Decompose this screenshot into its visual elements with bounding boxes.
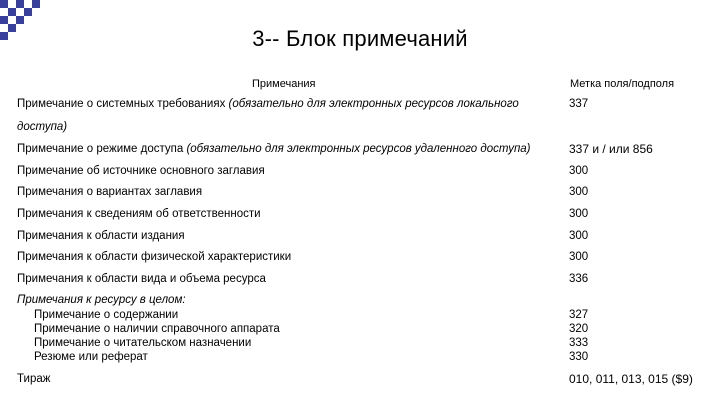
row-value: 300 — [569, 208, 589, 220]
row-label: Резюме или реферат — [34, 351, 148, 363]
row-label: Примечания к области физической характеристики — [17, 251, 292, 263]
row-label: Примечания к области вида и объема ресурса — [17, 273, 266, 285]
row-value: 327 — [569, 309, 589, 321]
row-value: 300 — [569, 186, 589, 198]
row-value: 320 — [569, 323, 589, 335]
row-label: Примечание о режиме доступа (обязательно для электронных ресурсов удаленного доступа) — [17, 143, 531, 155]
column-header-field-tag: Метка поля/подполя — [570, 78, 675, 90]
slide-title: 3-- Блок примечаний — [252, 26, 468, 51]
row-value: 337 и / или 856 — [569, 142, 653, 156]
row-label: Примечание об источнике основного заглавия — [17, 165, 265, 177]
group-heading: Примечания к ресурсу в целом: — [17, 294, 186, 306]
row-value: 300 — [569, 230, 589, 242]
row-value: 300 — [569, 165, 589, 177]
row-value: 010, 011, 013, 015 ($9) — [569, 372, 693, 386]
row-value: 330 — [569, 351, 589, 363]
row-label: Примечание о наличии справочного аппарата — [34, 323, 280, 335]
row-value: 300 — [569, 251, 589, 263]
row-label: Примечания к области издания — [17, 230, 185, 242]
row-value: 336 — [569, 273, 589, 285]
column-header-notes: Примечания — [252, 78, 316, 90]
row-label: Примечание о системных требованиях (обязательно для электронных ресурсов локального — [17, 98, 519, 110]
row-label: Примечание о содержании — [34, 309, 179, 321]
row-label: Тираж — [17, 373, 51, 385]
row-value: 337 — [569, 98, 589, 110]
row-label: Примечание о читательском назначении — [34, 337, 252, 349]
row-value: 333 — [569, 337, 589, 349]
row-label: Примечания к сведениям об ответственности — [17, 208, 261, 220]
row-label: Примечания о вариантах заглавия — [17, 186, 203, 198]
